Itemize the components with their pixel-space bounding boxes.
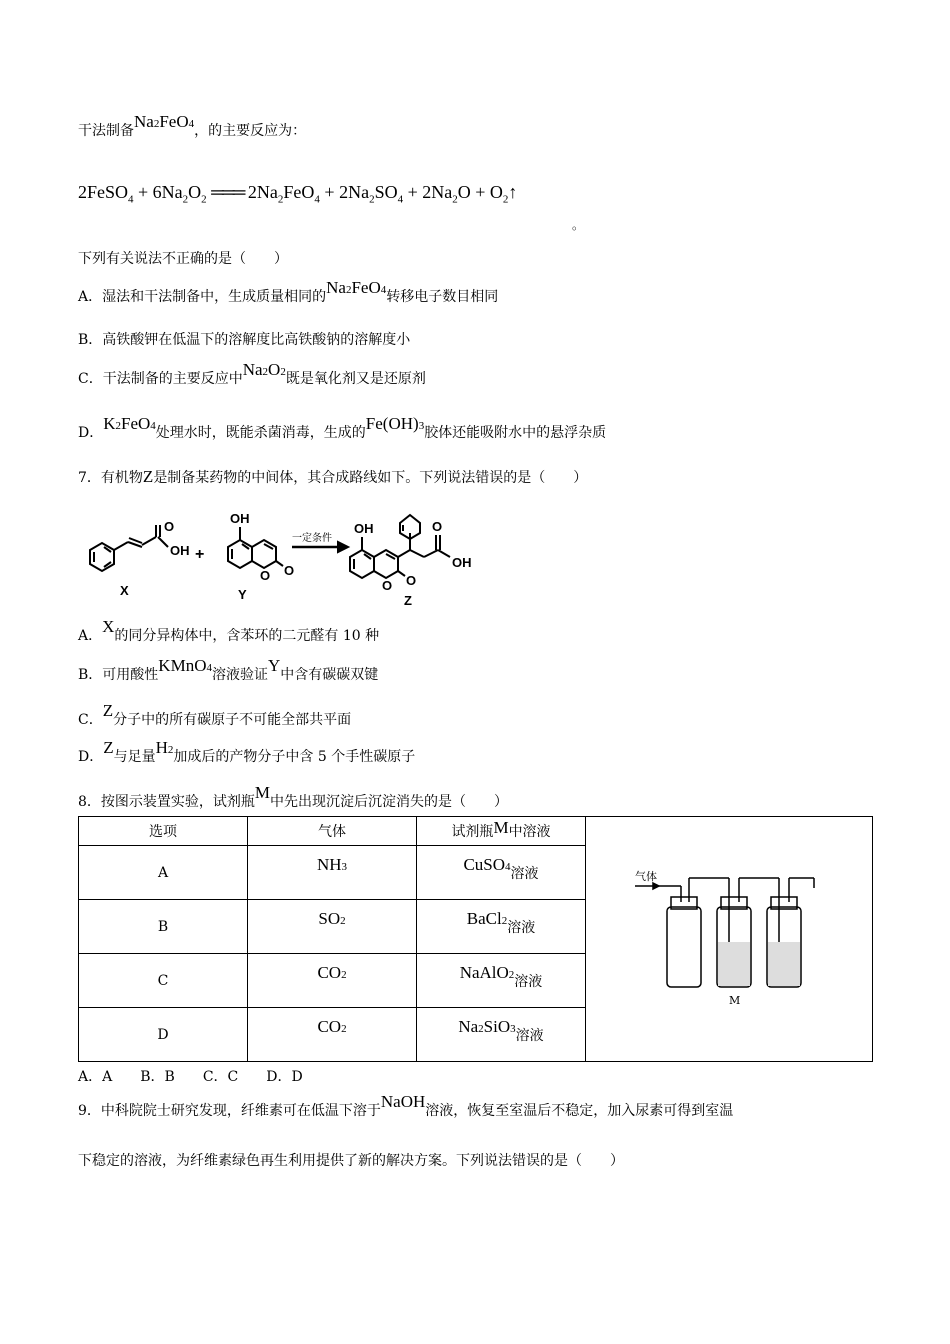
bottle-3-liquid (768, 942, 800, 986)
reaction-condition: 一定条件 (292, 533, 332, 544)
q8-table (78, 816, 873, 1062)
q9-line-2: 下稳定的溶液，为纤维素绿色再生利用提供了新的解决方案。下列说法错误的是（ ） (78, 1153, 624, 1169)
gas-washing-apparatus (629, 862, 829, 1012)
q7-stem: 7．有机物Z是制备某药物的中间体，其合成路线如下。下列说法错误的是（ ） (78, 467, 588, 486)
bottle-1 (667, 907, 701, 987)
table-row: C CO2 NaAlO2溶液 (79, 954, 873, 1008)
table-row: D CO2 Na2SiO3溶液 (79, 1008, 873, 1062)
reaction-equation: 2FeSO$_4$ + $6Na_2O_2$ ═══ $2Na_2FeO_4 + 2Na_2SO_4 + 2Na_2O$ + $O_2↑$ (78, 182, 518, 206)
label-z: Z (404, 593, 412, 608)
label-y: Y (238, 587, 247, 602)
q8-option-a: A．A (78, 1069, 113, 1085)
z-ring-o: O (382, 578, 393, 593)
z-carbonyl-o: O (406, 573, 417, 588)
table-row: B SO2 BaCl2溶液 (79, 900, 873, 954)
table-row: A NH3 CuSO4溶液 (79, 846, 873, 900)
apparatus-cell (586, 817, 873, 1062)
equals-sign: ═══ (211, 182, 244, 202)
q8-stem: 8．按图示装置实验，试剂瓶M中先出现沉淀后沉淀消失的是（ ） (78, 783, 509, 810)
q7-option-b: B．可用酸性KMnO4溶液验证Y中含有碳碳双键 (78, 656, 379, 683)
q8-option-c: C．C (202, 1069, 239, 1085)
q6-option-b: B．高铁酸钾在低温下的溶解度比高铁酸钠的溶解度小 (78, 332, 411, 348)
z-hydroxyl: OH (354, 521, 374, 536)
label-x: X (120, 583, 129, 598)
q6-option-c: C．干法制备的主要反应中Na2O2既是氧化剂又是还原剂 (78, 360, 426, 387)
q7-option-a: A．X的同分异构体中，含苯环的二元醛有 10 种 (78, 617, 380, 644)
q8-options (78, 1067, 331, 1087)
intro-suffix: ，的主要反应为： (194, 123, 307, 139)
intro-prefix: 干法制备 (78, 123, 134, 139)
q6-stem: 下列有关说法不正确的是（ ） (78, 251, 288, 267)
z-acid-o: O (432, 519, 443, 534)
x-carbonyl-o: O (164, 519, 175, 534)
q9-line-1: 9．中科院院士研究发现，纤维素可在低温下溶于NaOH溶液，恢复至室温后不稳定，加入尿素可得到室温 (78, 1092, 734, 1119)
gas-arrow-head (653, 883, 659, 889)
q7-option-d: D．Z与足量H2加成后的产物分子中含 5 个手性碳原子 (78, 738, 416, 765)
x-hydroxyl: OH (170, 543, 190, 558)
intro-line (78, 112, 307, 142)
table-header-row (79, 817, 873, 846)
intro-formula: Na2FeO4 (134, 112, 195, 131)
q8-option-b: B．B (140, 1069, 175, 1085)
header-gas: 气体 (248, 817, 417, 846)
bottle-m-liquid (718, 942, 750, 986)
header-reagent: 试剂瓶M中溶液 (417, 817, 586, 846)
z-acid-oh: OH (452, 555, 472, 570)
q6-option-d: D．K2FeO4处理水时，既能杀菌消毒，生成的Fe(OH)3胶体还能吸附水中的悬浮杂质 (78, 414, 607, 441)
q6-option-a: A．湿法和干法制备中，生成质量相同的Na2FeO4转移电子数目相同 (78, 278, 499, 305)
synthesis-scheme (78, 495, 488, 615)
y-hydroxyl: OH (230, 511, 250, 526)
plus-sign: + (195, 546, 205, 563)
y-ring-o: O (260, 568, 271, 583)
header-option: 选项 (79, 817, 248, 846)
m-label: M (729, 994, 741, 1007)
gas-label: 气体 (635, 870, 657, 883)
y-carbonyl-o: O (284, 563, 295, 578)
q7-option-c: C．Z分子中的所有碳原子不可能全部共平面 (78, 701, 352, 728)
equation-period: 。 (572, 218, 585, 232)
q8-option-d: D．D (266, 1069, 303, 1085)
